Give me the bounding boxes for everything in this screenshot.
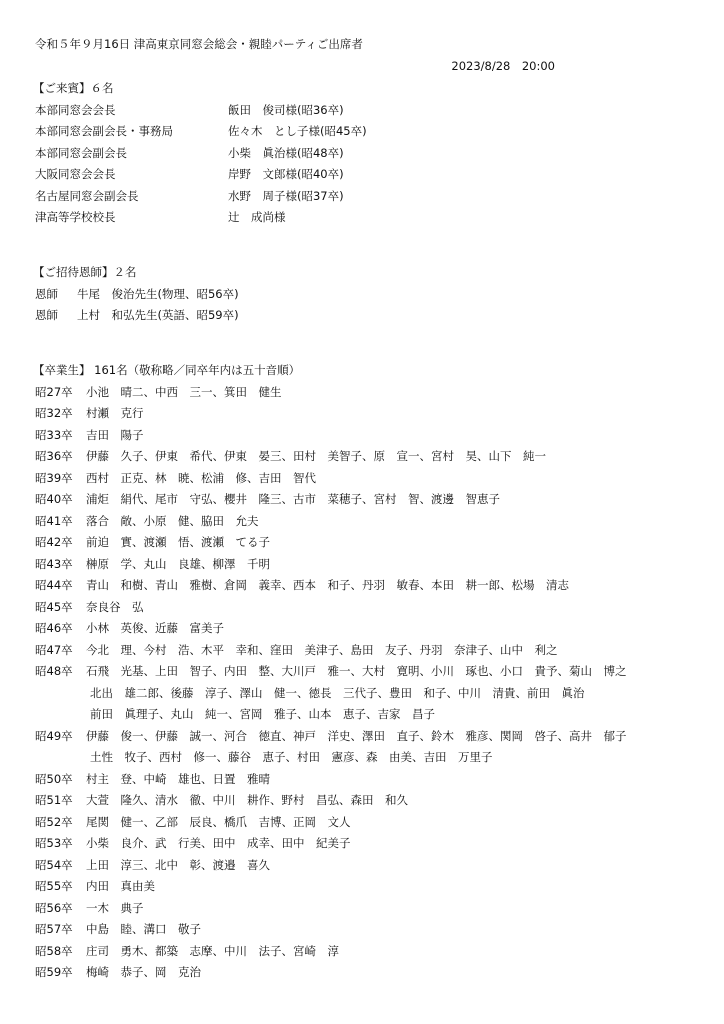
graduation-year: 昭43卒 (35, 556, 73, 571)
teacher-label: 恩師 (35, 286, 58, 301)
graduation-year: 昭48卒 (35, 664, 73, 678)
graduate-names: 前迫 實、渡瀬 悟、渡瀬 てる子 (86, 535, 270, 549)
graduation-year: 昭47卒 (35, 642, 73, 657)
spacer (35, 229, 695, 251)
graduate-row (35, 511, 695, 533)
graduation-year: 昭44卒 (35, 578, 73, 592)
graduate-names: 小柴 良介、武 行美、田中 成幸、田中 紀美子 (86, 836, 351, 850)
graduation-year: 昭51卒 (35, 793, 73, 807)
graduate-row (35, 532, 695, 554)
spacer (35, 327, 695, 349)
graduate-row (35, 769, 695, 791)
graduation-year: 昭46卒 (35, 621, 73, 635)
guest-role: 名古屋同窓会副会長 (35, 188, 139, 203)
graduate-names: 尾関 健一、乙部 辰良、橋爪 吉博、正岡 文人 (86, 814, 351, 829)
graduate-names: 吉田 陽子 (86, 427, 144, 442)
guest-row (35, 207, 695, 229)
teachers-section (35, 262, 695, 327)
graduation-year: 昭54卒 (35, 857, 73, 872)
graduate-row (35, 489, 695, 511)
guest-role: 津高等学校校長 (35, 210, 116, 224)
graduate-row (35, 661, 695, 683)
guest-name: 佐々木 とし子様(昭45卒) (228, 124, 367, 138)
teacher-name: 上村 和弘先生(英語、昭59卒) (77, 308, 239, 322)
graduation-year: 昭32卒 (35, 406, 73, 420)
guest-role: 本部同窓会副会長・事務局 (35, 124, 173, 138)
graduation-year: 昭55卒 (35, 879, 73, 893)
graduate-names: 奈良谷 弘 (86, 599, 144, 614)
graduate-names: 西村 正克、林 暁、松浦 修、吉田 智代 (86, 470, 316, 485)
graduate-names: 土性 牧子、西村 修一、藤谷 恵子、村田 憲彦、森 由美、吉田 万里子 (90, 750, 493, 764)
document-title: 令和５年９月16日 津高東京同窓会総会・親睦パーティご出席者 (35, 37, 363, 51)
attendee-document (35, 34, 695, 984)
graduate-names: 内田 真由美 (86, 879, 155, 893)
teacher-name: 牛尾 俊治先生(物理、昭56卒) (77, 286, 239, 301)
document-datetime: 2023/8/28 20:00 (451, 59, 555, 73)
spacer (35, 250, 695, 262)
graduate-names: 榊原 学、丸山 良雄、柳澤 千明 (86, 556, 270, 571)
graduate-names: 大萱 隆久、清水 徹、中川 耕作、野村 昌弘、森田 和久 (86, 793, 408, 807)
graduate-row (35, 855, 695, 877)
graduate-row (35, 468, 695, 490)
graduation-year: 昭45卒 (35, 599, 73, 614)
graduate-names: 伊藤 俊一、伊藤 誠一、河合 徳直、神戸 洋史、澤田 直子、鈴木 雅彦、関岡 啓子、高井 郁子 (86, 728, 627, 743)
guest-row (35, 100, 695, 122)
guests-heading: 【ご来賓】６名 (33, 81, 114, 95)
graduate-names: 青山 和樹、青山 雅樹、倉岡 義幸、西本 和子、丹羽 敏春、本田 耕一郎、松場 清志 (86, 578, 569, 592)
graduate-row (35, 683, 695, 705)
graduate-names: 浦炬 絹代、尾市 守弘、櫻井 隆三、古市 菜穂子、宮村 智、渡邊 智恵子 (86, 492, 500, 506)
graduate-names: 上田 淳三、北中 彰、渡邉 喜久 (86, 857, 270, 872)
guest-row (35, 186, 695, 208)
guests-section (35, 78, 695, 229)
graduate-row (35, 726, 695, 748)
graduate-row (35, 425, 695, 447)
graduate-row (35, 812, 695, 834)
spacer (35, 348, 695, 360)
teacher-label: 恩師 (35, 308, 58, 322)
graduate-names: 石飛 光基、上田 智子、内田 整、大川戸 雅一、大村 寛明、小川 琢也、小口 貴予、菊山 博之 (86, 664, 627, 678)
graduate-names: 北出 雄二郎、後藤 淳子、澤山 健一、徳長 三代子、豊田 和子、中川 清貴、前田 眞治 (90, 685, 585, 700)
graduation-year: 昭40卒 (35, 492, 73, 506)
graduate-row (35, 704, 695, 726)
graduate-names: 庄司 勇木、都築 志摩、中川 法子、宮崎 淳 (86, 943, 339, 958)
graduate-names: 中島 睦、溝口 敬子 (86, 922, 201, 936)
graduation-year: 昭52卒 (35, 814, 73, 829)
graduate-row (35, 554, 695, 576)
graduation-year: 昭56卒 (35, 900, 73, 915)
graduate-names: 小池 晴二、中西 三一、箕田 健生 (86, 384, 282, 399)
graduates-heading: 【卒業生】 161名（敬称略／同卒年内は五十音順） (33, 363, 301, 377)
graduate-row (35, 403, 695, 425)
graduate-names: 一木 典子 (86, 900, 144, 915)
graduate-row (35, 876, 695, 898)
graduate-names: 梅崎 恭子、岡 克治 (86, 965, 201, 979)
graduation-year: 昭41卒 (35, 513, 73, 528)
guest-name: 小柴 眞治様(昭48卒) (228, 145, 344, 160)
guest-name: 岸野 文郎様(昭40卒) (228, 167, 344, 181)
graduation-year: 昭36卒 (35, 449, 73, 463)
graduate-names: 村主 登、中崎 雄也、日置 雅晴 (86, 771, 270, 786)
graduate-names: 今北 理、今村 浩、木平 幸和、窪田 美津子、島田 友子、丹羽 奈津子、山中 利之 (86, 642, 558, 657)
graduate-row (35, 941, 695, 963)
graduate-row (35, 747, 695, 769)
guest-row (35, 164, 695, 186)
guest-role: 本部同窓会副会長 (35, 145, 127, 160)
graduates-list (35, 382, 695, 984)
guest-name: 水野 周子様(昭37卒) (228, 188, 344, 203)
graduation-year: 昭58卒 (35, 943, 73, 958)
teacher-row (35, 284, 695, 306)
graduate-row (35, 833, 695, 855)
graduate-names: 前田 眞理子、丸山 純一、宮岡 雅子、山本 恵子、吉家 昌子 (90, 707, 435, 721)
guest-role: 大阪同窓会会長 (35, 167, 116, 181)
graduation-year: 昭53卒 (35, 836, 73, 850)
graduation-year: 昭50卒 (35, 771, 73, 786)
guest-row (35, 143, 695, 165)
guest-name: 辻 成尚様 (228, 210, 286, 224)
graduate-row (35, 382, 695, 404)
graduation-year: 昭42卒 (35, 535, 73, 549)
graduate-row (35, 597, 695, 619)
graduate-names: 伊藤 久子、伊東 希代、伊東 晏三、田村 美智子、原 宣一、宮村 昊、山下 純一 (86, 449, 546, 463)
graduates-section (35, 360, 695, 984)
graduate-row (35, 618, 695, 640)
graduate-row (35, 640, 695, 662)
graduation-year: 昭39卒 (35, 470, 73, 485)
graduate-names: 小林 英俊、近藤 富美子 (86, 621, 224, 635)
graduate-row (35, 575, 695, 597)
graduation-year: 昭27卒 (35, 384, 73, 399)
graduate-names: 落合 敞、小原 健、脇田 允夫 (86, 513, 259, 528)
graduate-row (35, 790, 695, 812)
graduation-year: 昭33卒 (35, 427, 73, 442)
graduate-row (35, 446, 695, 468)
teacher-row (35, 305, 695, 327)
graduate-row (35, 898, 695, 920)
graduate-row (35, 962, 695, 984)
guest-name: 飯田 俊司様(昭36卒) (228, 102, 344, 117)
graduation-year: 昭57卒 (35, 922, 73, 936)
teachers-heading: 【ご招待恩師】２名 (33, 265, 137, 279)
graduate-names: 村瀬 克行 (86, 406, 144, 420)
guest-role: 本部同窓会会長 (35, 102, 116, 117)
graduate-row (35, 919, 695, 941)
graduation-year: 昭49卒 (35, 728, 73, 743)
graduation-year: 昭59卒 (35, 965, 73, 979)
guest-row (35, 121, 695, 143)
